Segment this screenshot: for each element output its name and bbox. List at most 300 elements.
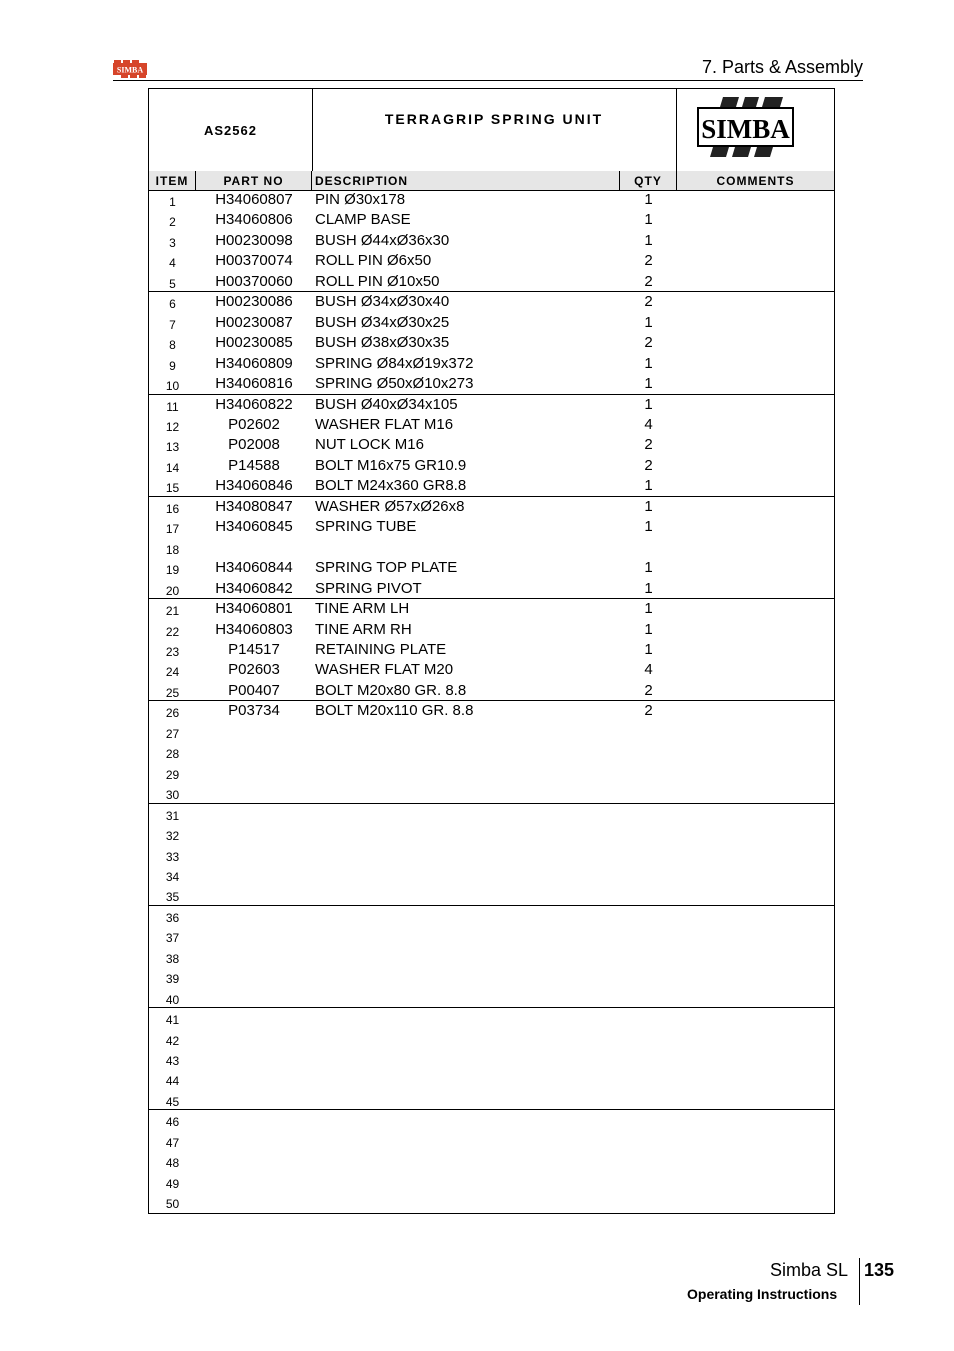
- cell-comments: [677, 538, 834, 558]
- cell-item: 24: [165, 665, 180, 680]
- cell-part-no: H34060822: [215, 395, 293, 413]
- cell-part-no: [196, 865, 312, 885]
- cell-description: PIN Ø30x178: [315, 191, 406, 208]
- table-row: [149, 824, 834, 844]
- table-row: [149, 395, 834, 415]
- cell-comments: [677, 824, 834, 844]
- cell-comments: [677, 292, 834, 312]
- cell-item: 28: [165, 747, 180, 762]
- table-row: [149, 722, 834, 742]
- table-row: [149, 742, 834, 762]
- cell-part-no: P03734: [228, 702, 280, 720]
- cell-description: BOLT M20x110 GR. 8.8: [315, 702, 474, 720]
- cell-item: 43: [165, 1054, 180, 1069]
- cell-item: 41: [165, 1013, 180, 1028]
- cell-description: BUSH Ø34xØ30x40: [315, 293, 450, 311]
- column-header-qty: QTY: [620, 171, 677, 190]
- header-divider: [113, 80, 863, 81]
- table-row: [149, 763, 834, 783]
- cell-description: [315, 906, 615, 926]
- cell-qty: [620, 783, 677, 803]
- cell-description: BUSH Ø34xØ30x25: [315, 313, 450, 331]
- cell-item: 32: [165, 829, 180, 844]
- cell-part-no: [196, 1049, 312, 1069]
- cell-item: 18: [165, 542, 180, 557]
- cell-qty: [620, 1049, 677, 1069]
- cell-item: 25: [165, 685, 180, 700]
- table-row: [149, 456, 834, 476]
- cell-part-no: [196, 1131, 312, 1151]
- cell-part-no: [196, 824, 312, 844]
- cell-qty: 1: [644, 600, 653, 618]
- assembly-number: AS2562: [149, 89, 313, 171]
- cell-comments: [677, 885, 834, 905]
- cell-item: 3: [169, 235, 176, 250]
- cell-part-no: [196, 1029, 312, 1049]
- cell-description: BUSH Ø40xØ34x105: [315, 395, 458, 413]
- table-row: [149, 988, 834, 1008]
- cell-comments: [677, 783, 834, 803]
- cell-description: [315, 804, 615, 824]
- column-header-item: ITEM: [149, 171, 196, 190]
- cell-description: [315, 783, 615, 803]
- cell-description: [315, 845, 615, 865]
- cell-description: [315, 947, 615, 967]
- cell-description: [315, 1151, 615, 1171]
- table-row: [149, 783, 834, 803]
- cell-description: RETAINING PLATE: [315, 640, 447, 658]
- cell-description: TINE ARM LH: [315, 600, 410, 618]
- cell-comments: [677, 1008, 834, 1028]
- footer-model-name: Simba SL: [770, 1260, 849, 1280]
- cell-comments: [677, 517, 834, 537]
- table-row: [149, 947, 834, 967]
- cell-qty: 1: [644, 579, 653, 597]
- cell-comments: [677, 1069, 834, 1089]
- cell-description: WASHER FLAT M20: [315, 661, 454, 679]
- cell-comments: [677, 1029, 834, 1049]
- cell-qty: 2: [644, 456, 653, 474]
- cell-item: 2: [169, 215, 176, 230]
- cell-part-no: [196, 885, 312, 905]
- cell-description: [315, 988, 615, 1008]
- cell-description: BOLT M20x80 GR. 8.8: [315, 681, 467, 699]
- cell-comments: [677, 210, 834, 230]
- cell-description: SPRING Ø84xØ19x372: [315, 354, 474, 372]
- cell-part-no: H34060807: [215, 191, 293, 208]
- table-row: [149, 1029, 834, 1049]
- cell-qty: [620, 538, 677, 558]
- cell-qty: 2: [644, 436, 653, 454]
- cell-comments: [677, 395, 834, 415]
- cell-qty: [620, 804, 677, 824]
- table-row: [149, 476, 834, 496]
- cell-qty: 2: [644, 681, 653, 699]
- cell-description: [315, 1029, 615, 1049]
- cell-description: TINE ARM RH: [315, 620, 412, 638]
- table-row: [149, 885, 834, 905]
- cell-item: 20: [165, 583, 180, 598]
- cell-qty: [620, 1090, 677, 1110]
- cell-part-no: P02602: [228, 415, 280, 433]
- cell-part-no: H00230087: [215, 313, 293, 331]
- cell-description: [315, 538, 615, 558]
- cell-qty: 2: [644, 293, 653, 311]
- cell-part-no: [196, 1008, 312, 1028]
- cell-comments: [677, 497, 834, 517]
- cell-qty: 2: [644, 272, 653, 290]
- cell-qty: [620, 742, 677, 762]
- cell-description: [315, 824, 615, 844]
- table-row: [149, 1172, 834, 1192]
- table-row: [149, 333, 834, 353]
- cell-qty: [620, 906, 677, 926]
- cell-comments: [677, 620, 834, 640]
- cell-part-no: [196, 947, 312, 967]
- cell-item: 44: [165, 1074, 180, 1089]
- table-row: [149, 906, 834, 926]
- cell-item: 40: [165, 992, 180, 1007]
- cell-part-no: [196, 1192, 312, 1212]
- cell-item: 27: [165, 726, 180, 741]
- cell-part-no: P14517: [228, 640, 280, 658]
- cell-part-no: P00407: [228, 681, 280, 699]
- cell-comments: [677, 722, 834, 742]
- cell-qty: [620, 947, 677, 967]
- footer-divider: [859, 1258, 860, 1305]
- table-row: [149, 701, 834, 721]
- cell-item: 34: [165, 869, 180, 884]
- cell-description: [315, 1090, 615, 1110]
- cell-comments: [677, 1090, 834, 1110]
- cell-part-no: [196, 988, 312, 1008]
- cell-item: 9: [169, 358, 176, 373]
- cell-comments: [677, 374, 834, 394]
- cell-comments: [677, 865, 834, 885]
- table-row: [149, 845, 834, 865]
- cell-comments: [677, 926, 834, 946]
- cell-part-no: [196, 538, 312, 558]
- table-row: [149, 272, 834, 292]
- table-row: [149, 354, 834, 374]
- cell-qty: 1: [644, 395, 653, 413]
- table-row: [149, 231, 834, 251]
- cell-qty: [620, 763, 677, 783]
- cell-qty: 2: [644, 334, 653, 352]
- cell-description: ROLL PIN Ø10x50: [315, 272, 440, 290]
- cell-description: [315, 865, 615, 885]
- cell-part-no: [196, 804, 312, 824]
- cell-item: 31: [165, 808, 180, 823]
- cell-item: 23: [165, 644, 180, 659]
- cell-comments: [677, 579, 834, 599]
- cell-qty: [620, 885, 677, 905]
- cell-comments: [677, 415, 834, 435]
- cell-comments: [677, 763, 834, 783]
- cell-item: 37: [165, 931, 180, 946]
- cell-item: 50: [165, 1197, 180, 1212]
- cell-part-no: [196, 1069, 312, 1089]
- cell-comments: [677, 906, 834, 926]
- cell-part-no: [196, 1172, 312, 1192]
- cell-item: 26: [165, 706, 180, 721]
- cell-comments: [677, 681, 834, 701]
- cell-comments: [677, 272, 834, 292]
- cell-comments: [677, 354, 834, 374]
- cell-part-no: H00370074: [215, 252, 293, 270]
- cell-description: BOLT M24x360 GR8.8: [315, 477, 467, 495]
- cell-part-no: [196, 1110, 312, 1130]
- cell-item: 17: [165, 522, 180, 537]
- cell-qty: 1: [644, 375, 653, 393]
- cell-part-no: [196, 967, 312, 987]
- column-header-part-no: PART NO: [196, 171, 312, 190]
- table-row: [149, 1090, 834, 1110]
- table-row: [149, 1110, 834, 1130]
- cell-description: BOLT M16x75 GR10.9: [315, 456, 467, 474]
- column-header-description: DESCRIPTION: [312, 171, 620, 190]
- cell-description: CLAMP BASE: [315, 211, 411, 229]
- cell-item: 38: [165, 951, 180, 966]
- table-row: [149, 517, 834, 537]
- cell-item: 4: [169, 256, 176, 271]
- cell-qty: [620, 967, 677, 987]
- table-row: [149, 538, 834, 558]
- cell-description: [315, 1069, 615, 1089]
- cell-comments: [677, 1131, 834, 1151]
- cell-description: [315, 1172, 615, 1192]
- cell-comments: [677, 967, 834, 987]
- table-row: [149, 1049, 834, 1069]
- column-header-comments: COMMENTS: [716, 174, 795, 188]
- footer-subtitle: Operating Instructions: [687, 1286, 838, 1302]
- cell-part-no: P14588: [228, 456, 280, 474]
- cell-item: 7: [169, 317, 176, 332]
- page-number: 135: [864, 1260, 895, 1280]
- cell-part-no: H34060816: [215, 375, 293, 393]
- cell-description: [315, 1110, 615, 1130]
- cell-part-no: P02008: [228, 436, 280, 454]
- cell-comments: [677, 558, 834, 578]
- svg-text:SIMBA: SIMBA: [701, 114, 790, 144]
- cell-comments: [677, 476, 834, 496]
- table-row: [149, 599, 834, 619]
- cell-item: 15: [165, 481, 180, 496]
- parts-table-body: [149, 190, 834, 1213]
- cell-part-no: [196, 926, 312, 946]
- cell-qty: [620, 926, 677, 946]
- cell-description: BUSH Ø44xØ36x30: [315, 231, 450, 249]
- cell-item: 46: [165, 1115, 180, 1130]
- cell-description: ROLL PIN Ø6x50: [315, 252, 432, 270]
- cell-qty: 1: [644, 231, 653, 249]
- cell-item: 12: [165, 419, 180, 434]
- cell-part-no: [196, 763, 312, 783]
- cell-description: BUSH Ø38xØ30x35: [315, 334, 450, 352]
- cell-part-no: H34060801: [215, 600, 293, 618]
- cell-comments: [677, 845, 834, 865]
- cell-comments: [677, 456, 834, 476]
- cell-qty: [620, 1172, 677, 1192]
- cell-description: SPRING TUBE: [315, 518, 417, 536]
- cell-part-no: H34060803: [215, 620, 293, 638]
- cell-qty: 1: [644, 497, 653, 515]
- cell-item: 47: [165, 1135, 180, 1150]
- table-row: [149, 681, 834, 701]
- cell-qty: 1: [644, 313, 653, 331]
- cell-part-no: [196, 845, 312, 865]
- cell-qty: [620, 988, 677, 1008]
- cell-description: [315, 722, 615, 742]
- cell-description: [315, 1049, 615, 1069]
- cell-description: [315, 763, 615, 783]
- table-row: [149, 313, 834, 333]
- cell-part-no: [196, 722, 312, 742]
- assembly-title: TERRAGRIP SPRING UNIT: [312, 89, 677, 171]
- table-row: [149, 292, 834, 312]
- table-row: [149, 435, 834, 455]
- cell-comments: [677, 701, 834, 721]
- cell-qty: [620, 722, 677, 742]
- cell-qty: 2: [644, 252, 653, 270]
- cell-qty: 1: [644, 518, 653, 536]
- cell-item: 21: [165, 604, 180, 619]
- cell-item: 13: [165, 440, 180, 455]
- cell-part-no: [196, 742, 312, 762]
- cell-qty: [620, 1131, 677, 1151]
- cell-qty: [620, 1192, 677, 1212]
- table-row: [149, 1069, 834, 1089]
- column-header-row: [149, 171, 834, 191]
- cell-item: 6: [169, 297, 176, 312]
- svg-text:SIMBA: SIMBA: [116, 65, 144, 75]
- cell-qty: [620, 1029, 677, 1049]
- cell-part-no: [196, 1151, 312, 1171]
- table-row: [149, 190, 834, 210]
- cell-item: 16: [165, 501, 180, 516]
- cell-part-no: [196, 783, 312, 803]
- cell-part-no: H00230085: [215, 334, 293, 352]
- table-row: [149, 210, 834, 230]
- table-row: [149, 251, 834, 271]
- cell-item: 33: [165, 849, 180, 864]
- cell-comments: [677, 947, 834, 967]
- cell-qty: 1: [644, 620, 653, 638]
- cell-item: 19: [165, 563, 180, 578]
- cell-qty: 1: [644, 640, 653, 658]
- cell-qty: [620, 1069, 677, 1089]
- cell-description: NUT LOCK M16: [315, 436, 424, 454]
- table-row: [149, 415, 834, 435]
- cell-part-no: [196, 1090, 312, 1110]
- cell-comments: [677, 660, 834, 680]
- cell-description: SPRING TOP PLATE: [315, 559, 458, 577]
- cell-item: 14: [165, 460, 180, 475]
- cell-part-no: H34060846: [215, 477, 293, 495]
- cell-comments: [677, 333, 834, 353]
- table-row: [149, 1131, 834, 1151]
- cell-description: [315, 1192, 615, 1212]
- cell-item: 11: [166, 399, 179, 414]
- cell-description: [315, 926, 615, 946]
- cell-item: 5: [169, 276, 176, 291]
- cell-item: 39: [165, 972, 180, 987]
- cell-part-no: H34060842: [215, 579, 293, 597]
- cell-part-no: H34060845: [215, 518, 293, 536]
- table-row: [149, 558, 834, 578]
- cell-qty: [620, 1008, 677, 1028]
- cell-qty: [620, 1110, 677, 1130]
- section-title: 7. Parts & Assembly: [701, 57, 863, 77]
- cell-item: 49: [165, 1176, 180, 1191]
- cell-item: 8: [169, 338, 176, 353]
- simba-small-logo: [113, 60, 147, 78]
- table-row: [149, 1008, 834, 1028]
- cell-comments: [677, 1151, 834, 1171]
- cell-comments: [677, 313, 834, 333]
- cell-part-no: H34060806: [215, 211, 293, 229]
- table-row: [149, 804, 834, 824]
- cell-part-no: H00230098: [215, 231, 293, 249]
- cell-comments: [677, 1110, 834, 1130]
- cell-qty: 2: [644, 702, 653, 720]
- cell-comments: [677, 190, 834, 210]
- title-block: [149, 89, 834, 172]
- cell-description: [315, 967, 615, 987]
- cell-comments: [677, 599, 834, 619]
- cell-description: WASHER FLAT M16: [315, 415, 454, 433]
- table-row: [149, 1192, 834, 1212]
- cell-comments: [677, 435, 834, 455]
- cell-item: 29: [165, 767, 180, 782]
- cell-part-no: H34080847: [215, 497, 293, 515]
- cell-comments: [677, 1172, 834, 1192]
- cell-description: [315, 1131, 615, 1151]
- simba-brand-logo: [679, 95, 834, 165]
- cell-item: 1: [169, 195, 176, 209]
- cell-comments: [677, 251, 834, 271]
- cell-qty: 1: [644, 559, 653, 577]
- cell-description: [315, 742, 615, 762]
- cell-qty: 1: [644, 191, 653, 208]
- cell-comments: [677, 804, 834, 824]
- cell-description: SPRING Ø50xØ10x273: [315, 375, 474, 393]
- table-row: [149, 497, 834, 517]
- table-row: [149, 640, 834, 660]
- table-row: [149, 865, 834, 885]
- cell-item: 30: [165, 788, 180, 803]
- cell-qty: [620, 824, 677, 844]
- cell-description: [315, 1008, 615, 1028]
- cell-item: 22: [165, 624, 180, 639]
- cell-item: 48: [165, 1156, 180, 1171]
- cell-description: WASHER Ø57xØ26x8: [315, 497, 465, 515]
- table-row: [149, 620, 834, 640]
- cell-part-no: [196, 906, 312, 926]
- cell-qty: 4: [644, 415, 653, 433]
- cell-comments: [677, 1192, 834, 1212]
- cell-item: 10: [165, 379, 180, 394]
- cell-qty: 4: [644, 661, 653, 679]
- cell-item: 45: [165, 1094, 180, 1109]
- cell-comments: [677, 742, 834, 762]
- table-row: [149, 579, 834, 599]
- cell-qty: [620, 865, 677, 885]
- cell-comments: [677, 1049, 834, 1069]
- cell-item: 36: [165, 910, 180, 925]
- cell-qty: [620, 1151, 677, 1171]
- cell-qty: [620, 845, 677, 865]
